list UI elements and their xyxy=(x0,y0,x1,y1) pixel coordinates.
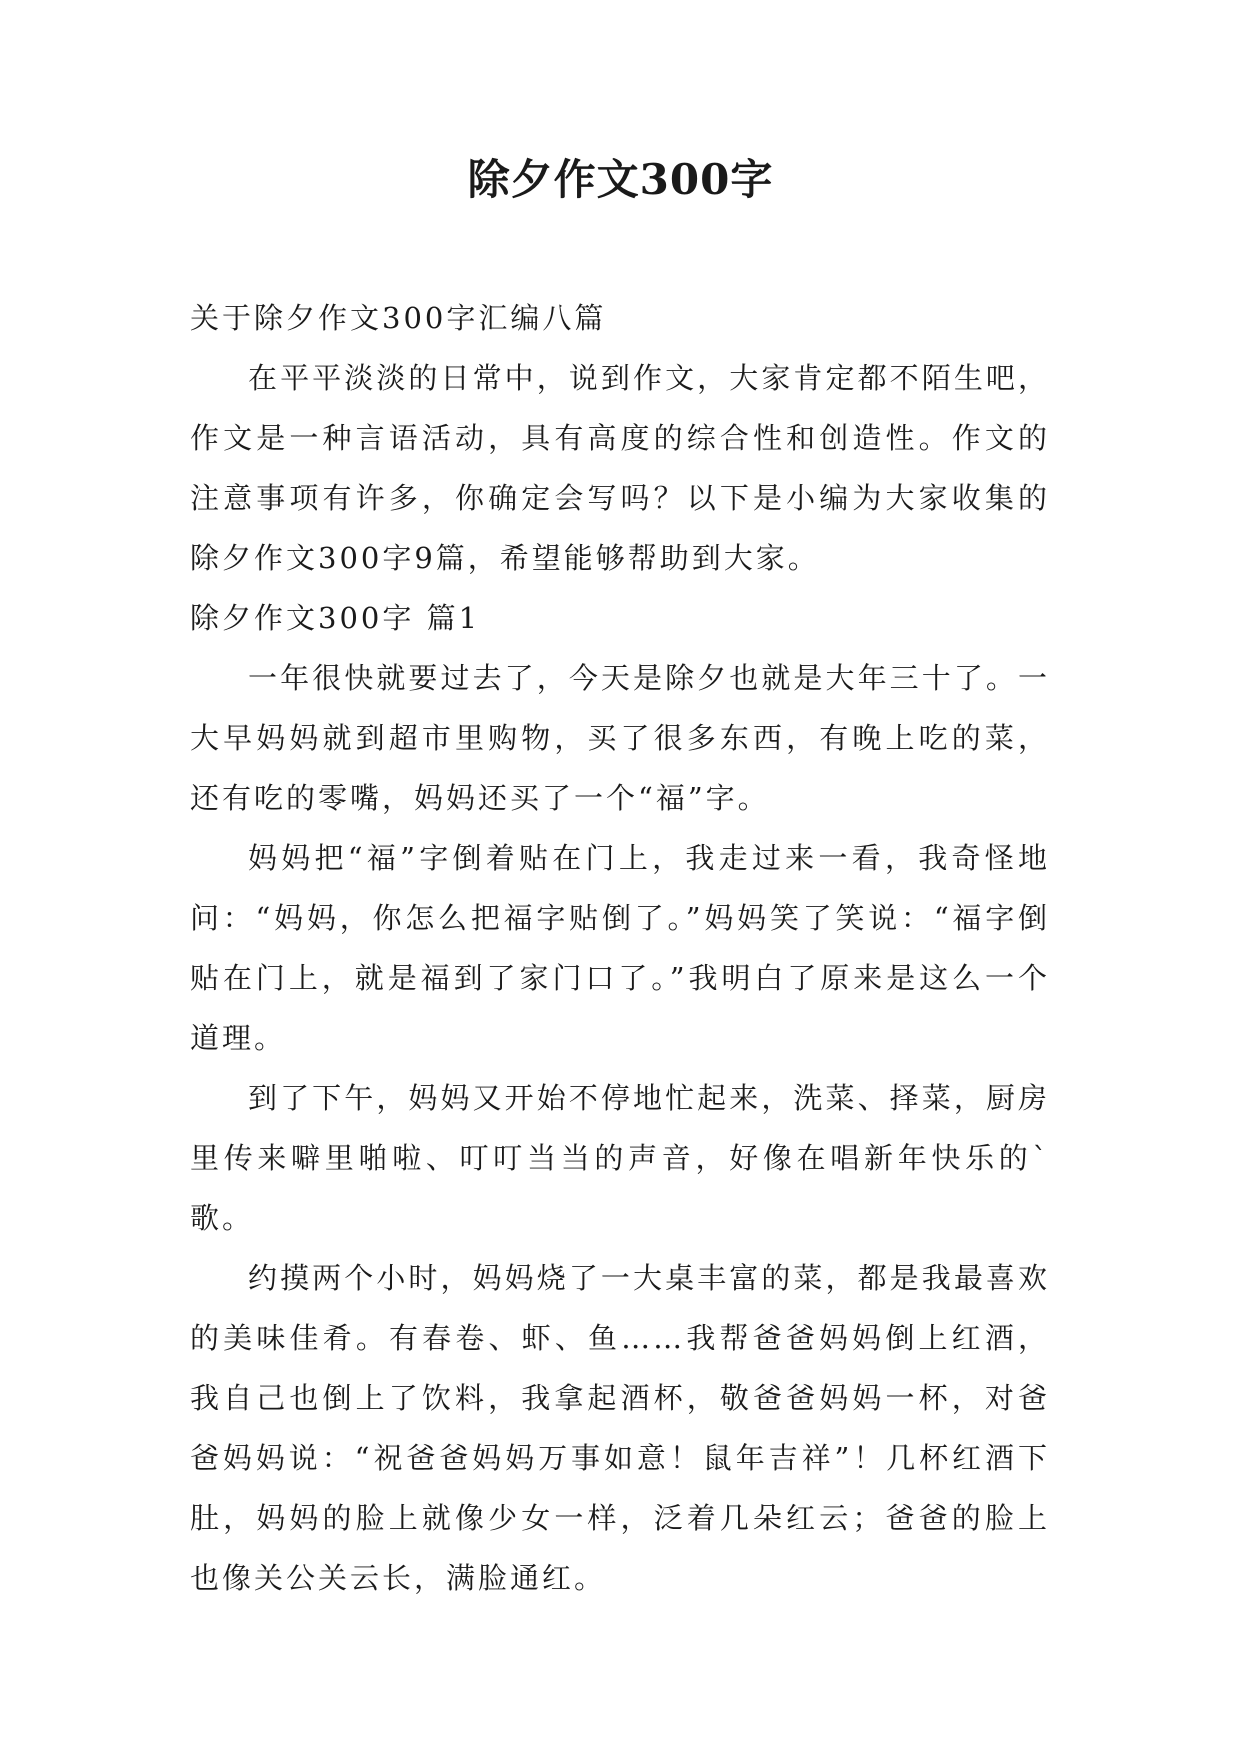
document-body xyxy=(190,288,1050,1608)
section-paragraph-4: 约摸两个小时，妈妈烧了一大桌丰富的菜，都是我最喜欢的美味佳肴。有春卷、虾、鱼……我帮爸爸妈妈倒上红酒，我自己也倒上了饮料，我拿起酒杯，敬爸爸妈妈一杯，对爸爸妈妈说：“祝爸爸妈妈万事如意！鼠年吉祥”！几杯红酒下肚，妈妈的脸上就像少女一样，泛着几朵红云；爸爸的脸上也像关公关云长，满脸通红。 xyxy=(190,1261,1050,1595)
document-title: 除夕作文300字 xyxy=(467,155,774,204)
section-paragraph-1: 一年很快就要过去了，今天是除夕也就是大年三十了。一大早妈妈就到超市里购物，买了很多东西，有晚上吃的菜，还有吃的零嘴，妈妈还买了一个“福”字。 xyxy=(190,661,1050,815)
section-heading: 除夕作文300字 篇1 xyxy=(190,601,481,635)
document-subtitle: 关于除夕作文300字汇编八篇 xyxy=(190,301,607,335)
intro-paragraph: 在平平淡淡的日常中，说到作文，大家肯定都不陌生吧，作文是一种言语活动，具有高度的综合性和创造性。作文的注意事项有许多，你确定会写吗？以下是小编为大家收集的除夕作文300字9篇，希望能够帮助到大家。 xyxy=(190,361,1050,575)
section-paragraph-3: 到了下午，妈妈又开始不停地忙起来，洗菜、择菜，厨房里传来噼里啪啦、叮叮当当的声音，好像在唱新年快乐的`歌。 xyxy=(190,1081,1050,1235)
section-paragraph-2: 妈妈把“福”字倒着贴在门上，我走过来一看，我奇怪地问：“妈妈，你怎么把福字贴倒了。”妈妈笑了笑说：“福字倒贴在门上，就是福到了家门口了。”我明白了原来是这么一个道理。 xyxy=(190,841,1050,1055)
